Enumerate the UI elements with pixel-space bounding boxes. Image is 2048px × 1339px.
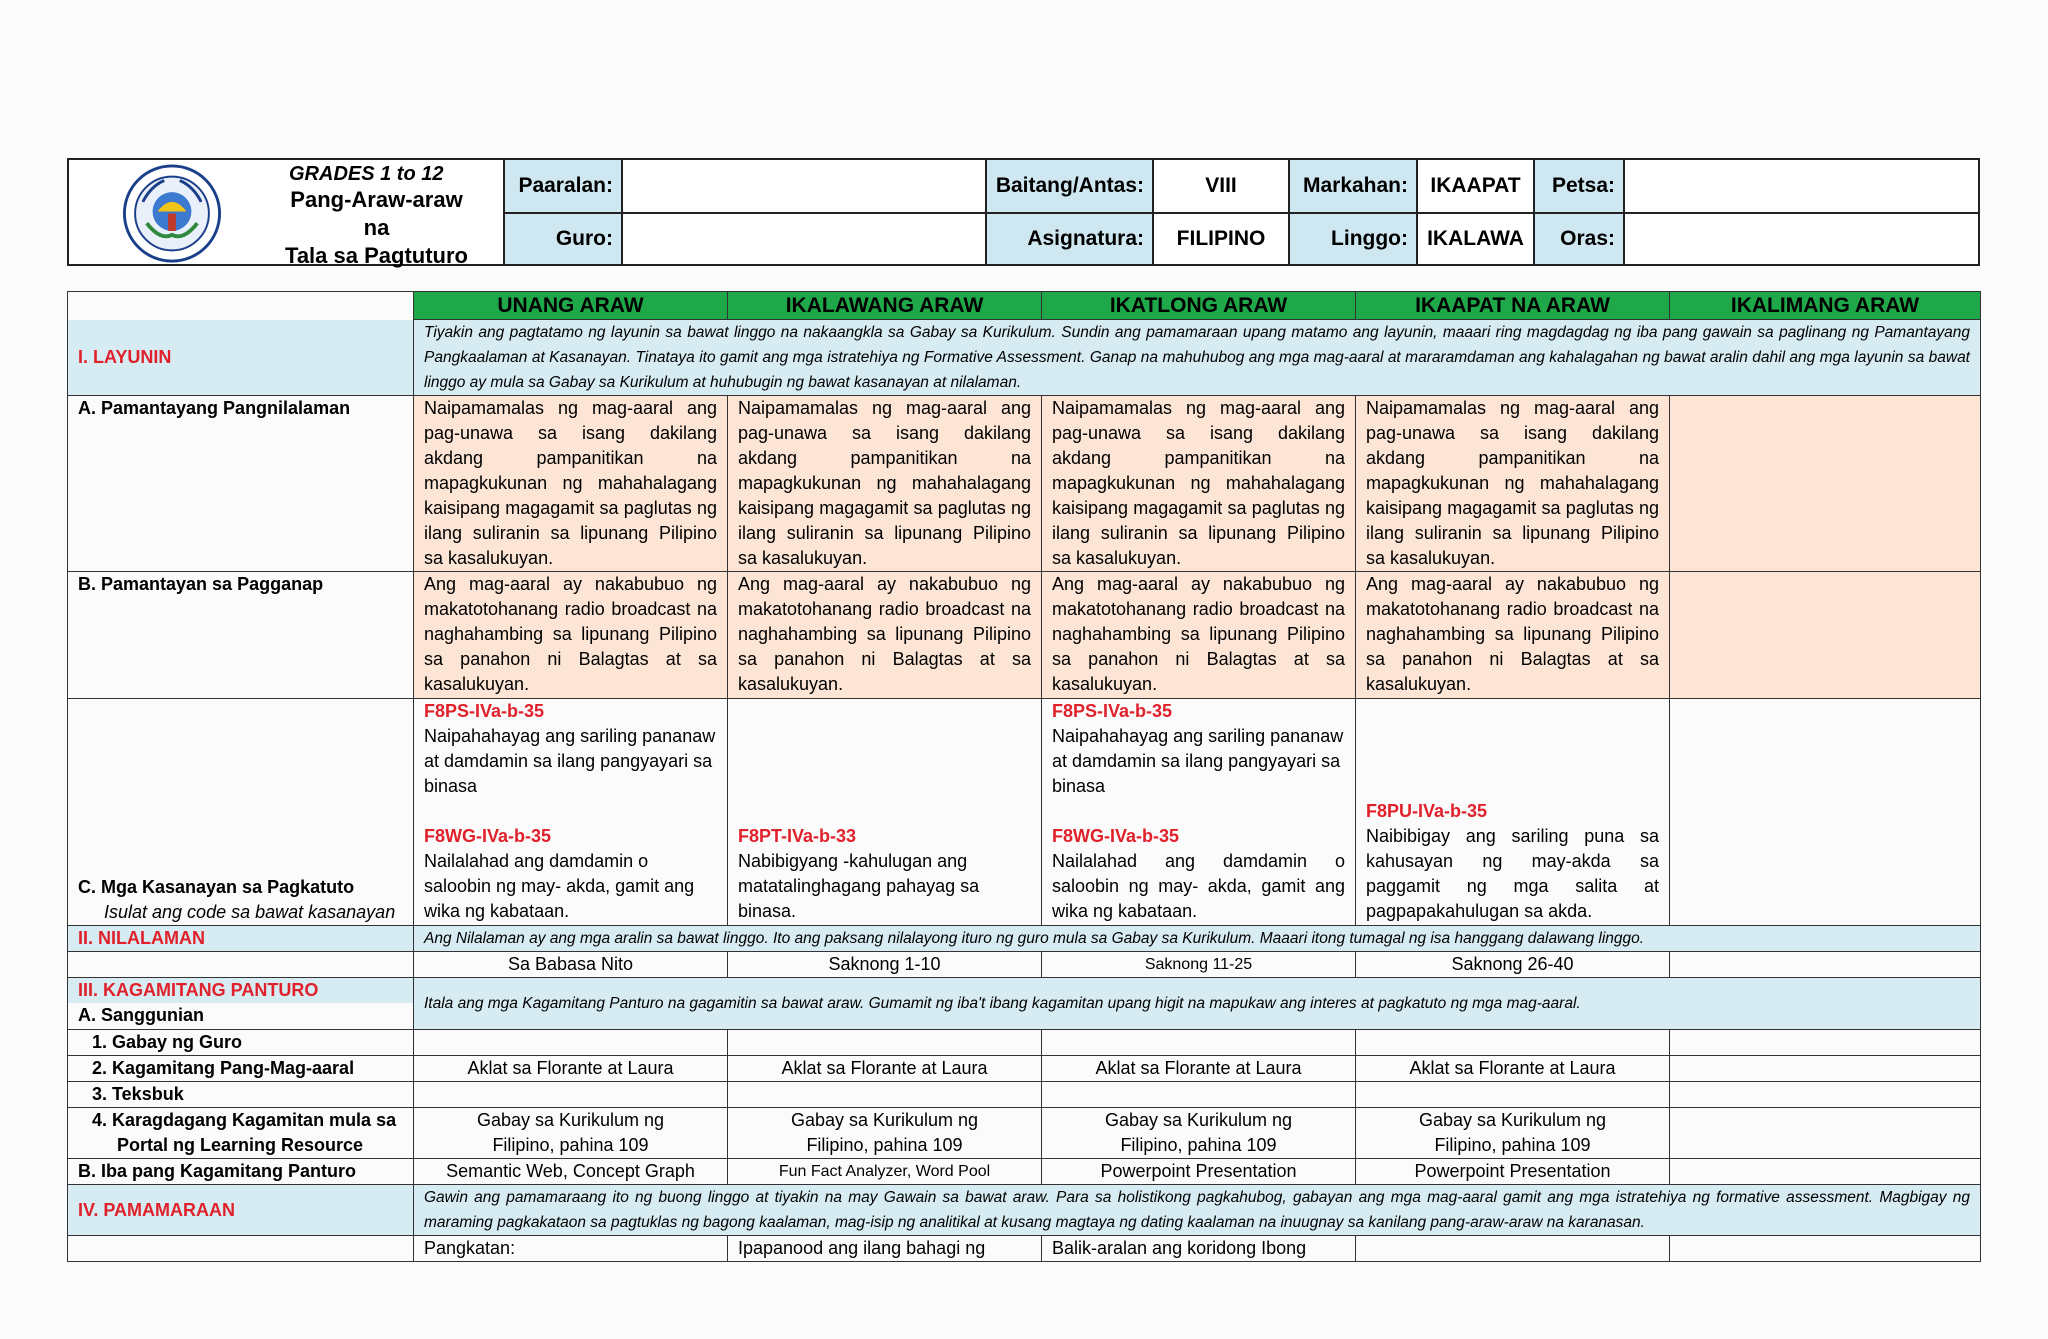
day-header-2: IKALAWANG ARAW bbox=[728, 292, 1042, 320]
lesson-plan-table bbox=[67, 291, 1981, 1262]
competency-code: F8PU-IVa-b-35 bbox=[1366, 801, 1488, 821]
competency-text: Naibibigay ang sariling puna sa kahusayan ng may-akda sa paggamit ng mga salita at pagpapakahulugan sa akda. bbox=[1366, 826, 1659, 921]
paaralan-field[interactable] bbox=[621, 160, 985, 212]
nilalaman-row bbox=[68, 926, 1981, 952]
competency-text: Nailalahad ang damdamin o saloobin ng may- akda, gamit ang wika ng kabataan. bbox=[1052, 851, 1345, 921]
kasanayan-day-1 bbox=[414, 699, 728, 926]
asignatura-label: Asignatura: bbox=[985, 212, 1152, 264]
gabay-row bbox=[68, 1030, 1981, 1056]
pangmag-day-5 bbox=[1670, 1056, 1981, 1082]
baitang-value[interactable]: VIII bbox=[1152, 160, 1288, 212]
title-line-1: Pang-Araw-araw na bbox=[290, 187, 463, 240]
day-header-1: UNANG ARAW bbox=[414, 292, 728, 320]
title-line-2: Tala sa Pagtuturo bbox=[285, 243, 468, 268]
pamamaraan-day-2: Ipapanood ang ilang bahagi ng bbox=[728, 1236, 1042, 1262]
guro-label: Guro: bbox=[503, 212, 621, 264]
kagamitan-row bbox=[68, 978, 1981, 1030]
kagamitan-label: III. KAGAMITANG PANTURO bbox=[68, 978, 413, 1003]
pamamaraan-day-4 bbox=[1356, 1236, 1670, 1262]
pangnilalaman-label: A. Pamantayang Pangnilalaman bbox=[68, 396, 414, 572]
teksbuk-day-1 bbox=[414, 1082, 728, 1108]
day-header-row bbox=[68, 292, 1981, 320]
teksbuk-day-4 bbox=[1356, 1082, 1670, 1108]
karagdagan-label-1: 4. Karagdagang Kagamitan mula sa bbox=[92, 1110, 397, 1130]
kasanayan-day-5 bbox=[1670, 699, 1981, 926]
pamamaraan-blank bbox=[68, 1236, 414, 1262]
iba-day-4: Powerpoint Presentation bbox=[1356, 1159, 1670, 1185]
nilalaman-note: Ang Nilalaman ay ang mga aralin sa bawat linggo. Ito ang paksang nilalayong ituro ng guro mula sa Gabay sa Kurikulum. Maaari itong tumagal ng isa hanggang dalawang linggo. bbox=[414, 926, 1981, 952]
gabay-day-3 bbox=[1042, 1030, 1356, 1056]
pamamaraan-label: IV. PAMAMARAAN bbox=[68, 1185, 414, 1236]
grades-label: GRADES 1 to 12 bbox=[289, 163, 444, 185]
pangnilalaman-row bbox=[68, 396, 1981, 572]
competency-text: Naipahahayag ang sariling pananaw at damdamin sa ilang pangyayari sa binasa bbox=[424, 726, 716, 796]
kasanayan-label-cell bbox=[68, 699, 414, 926]
karagdagan-day-1: Gabay sa Kurikulum ng Filipino, pahina 109 bbox=[414, 1108, 728, 1159]
corner-cell bbox=[68, 292, 414, 320]
pamamaraan-row bbox=[68, 1185, 1981, 1236]
teksbuk-day-3 bbox=[1042, 1082, 1356, 1108]
day-header-3: IKATLONG ARAW bbox=[1042, 292, 1356, 320]
teksbuk-day-2 bbox=[728, 1082, 1042, 1108]
pamamaraan-day-1: Pangkatan: bbox=[414, 1236, 728, 1262]
kagamitan-label-cell bbox=[68, 978, 414, 1030]
pamamaraan-values-row bbox=[68, 1236, 1981, 1262]
iba-row bbox=[68, 1159, 1981, 1185]
nilalaman-day-3: Saknong 11-25 bbox=[1042, 952, 1356, 978]
competency-text: Nabibigyang -kahulugan ang matatalinghagang pahayag sa binasa. bbox=[738, 851, 980, 921]
layunin-note: Tiyakin ang pagtatamo ng layunin sa bawat linggo na nakaangkla sa Gabay sa Kurikulum. Sundin ang pamamaraan upang matamo ang layunin, maaari ring magdagdag ng iba pang gawain sa paglinang ng Pamantayang Pangkaalaman at Kasanayan. Tinataya ito gamit ang mga istratehiya ng Formative Assessment. Ganap na mahuhubog ang mga mag-aaral at mararamdaman ang kahalagahan ng bawat aralin dahil ang mga layunin sa bawat linggo ay mula sa Gabay sa Kurikulum at huhubugin ng bawat kasanayan at nilalaman. bbox=[414, 320, 1981, 396]
competency-code: F8WG-IVa-b-35 bbox=[1052, 826, 1180, 846]
gabay-day-4 bbox=[1356, 1030, 1670, 1056]
karagdagan-day-2: Gabay sa Kurikulum ng Filipino, pahina 109 bbox=[728, 1108, 1042, 1159]
nilalaman-label: II. NILALAMAN bbox=[68, 926, 414, 952]
karagdagan-label-2: Portal ng Learning Resource bbox=[117, 1135, 364, 1155]
pamamaraan-day-5 bbox=[1670, 1236, 1981, 1262]
markahan-value[interactable]: IKAAPAT bbox=[1416, 160, 1533, 212]
pangnilalaman-day-3: Naipamamalas ng mag-aaral ang pag-unawa sa isang dakilang akdang pampanitikan na mapagkukunan ng mahahalagang kaisipang magagamit sa paglutas ng ilang suliranin sa lipunang Pilipino sa kasalukuyan. bbox=[1042, 396, 1356, 572]
teksbuk-day-5 bbox=[1670, 1082, 1981, 1108]
competency-text: Naipahahayag ang sariling pananaw at damdamin sa ilang pangyayari sa binasa bbox=[1052, 726, 1344, 796]
pagganap-label: B. Pamantayan sa Pagganap bbox=[68, 572, 414, 699]
oras-label: Oras: bbox=[1533, 212, 1623, 264]
header-title bbox=[284, 160, 469, 270]
linggo-value[interactable]: IKALAWA bbox=[1416, 212, 1533, 264]
sanggunian-label: A. Sanggunian bbox=[78, 1005, 204, 1025]
iba-day-1: Semantic Web, Concept Graph bbox=[414, 1159, 728, 1185]
iba-day-5 bbox=[1670, 1159, 1981, 1185]
asignatura-value[interactable]: FILIPINO bbox=[1152, 212, 1288, 264]
competency-code: F8PS-IVa-b-35 bbox=[424, 701, 545, 721]
competency-code: F8WG-IVa-b-35 bbox=[424, 826, 552, 846]
gabay-day-1 bbox=[414, 1030, 728, 1056]
karagdagan-day-5 bbox=[1670, 1108, 1981, 1159]
kagamitan-note: Itala ang mga Kagamitang Panturo na gagamitin sa bawat araw. Gumamit ng iba't ibang kagamitan upang higit na mapukaw ang interes at pagkatuto ng mga mag-aaral. bbox=[414, 978, 1981, 1030]
day-header-4: IKAAPAT NA ARAW bbox=[1356, 292, 1670, 320]
pagganap-day-5 bbox=[1670, 572, 1981, 699]
layunin-row bbox=[68, 320, 1981, 396]
day-header-5: IKALIMANG ARAW bbox=[1670, 292, 1981, 320]
pangmag-label: 2. Kagamitang Pang-Mag-aaral bbox=[68, 1056, 414, 1082]
karagdagan-row bbox=[68, 1108, 1981, 1159]
competency-code: F8PS-IVa-b-35 bbox=[1052, 701, 1173, 721]
teksbuk-label: 3. Teksbuk bbox=[68, 1082, 414, 1108]
gabay-day-5 bbox=[1670, 1030, 1981, 1056]
baitang-label: Baitang/Antas: bbox=[985, 160, 1152, 212]
pagganap-day-1: Ang mag-aaral ay nakabubuo ng makatotohanang radio broadcast na naghahambing sa lipunang Pilipino sa panahon ni Balagtas at sa kasalukuyan. bbox=[414, 572, 728, 699]
pangnilalaman-day-2: Naipamamalas ng mag-aaral ang pag-unawa sa isang dakilang akdang pampanitikan na mapagkukunan ng mahahalagang kaisipang magagamit sa paglutas ng ilang suliranin sa lipunang Pilipino sa kasalukuyan. bbox=[728, 396, 1042, 572]
iba-day-3: Powerpoint Presentation bbox=[1042, 1159, 1356, 1185]
pangmag-day-3: Aklat sa Florante at Laura bbox=[1042, 1056, 1356, 1082]
header-box bbox=[67, 158, 1980, 266]
pagganap-day-2: Ang mag-aaral ay nakabubuo ng makatotohanang radio broadcast na naghahambing sa lipunang Pilipino sa panahon ni Balagtas at sa kasalukuyan. bbox=[728, 572, 1042, 699]
pangmag-day-2: Aklat sa Florante at Laura bbox=[728, 1056, 1042, 1082]
petsa-label: Petsa: bbox=[1533, 160, 1623, 212]
pagganap-row bbox=[68, 572, 1981, 699]
markahan-label: Markahan: bbox=[1288, 160, 1416, 212]
pangmag-row bbox=[68, 1056, 1981, 1082]
gabay-day-2 bbox=[728, 1030, 1042, 1056]
pamamaraan-note: Gawin ang pamamaraang ito ng buong linggo at tiyakin na may Gawain sa bawat araw. Para sa holistikong pagkahubog, gabayan ang mga mag-aaral gamit ang mga istratehiya ng formative assessment. Magbigay ng maraming pagkakataon sa pagtuklas ng bagong kaalaman, mag-isip ng analitikal at kusang magtaya ng dating kaalaman na inuugnay sa kanilang pang-araw-araw na karanasan. bbox=[414, 1185, 1981, 1236]
nilalaman-day-5 bbox=[1670, 952, 1981, 978]
pamamaraan-day-3: Balik-aralan ang koridong Ibong bbox=[1042, 1236, 1356, 1262]
nilalaman-blank bbox=[68, 952, 414, 978]
nilalaman-day-1: Sa Babasa Nito bbox=[414, 952, 728, 978]
competency-text: Nailalahad ang damdamin o saloobin ng may- akda, gamit ang wika ng kabataan. bbox=[424, 851, 695, 921]
competency-code: F8PT-IVa-b-33 bbox=[738, 826, 857, 846]
nilalaman-day-4: Saknong 26-40 bbox=[1356, 952, 1670, 978]
karagdagan-label-cell bbox=[68, 1108, 414, 1159]
pangmag-day-4: Aklat sa Florante at Laura bbox=[1356, 1056, 1670, 1082]
nilalaman-day-2: Saknong 1-10 bbox=[728, 952, 1042, 978]
kasanayan-sublabel: Isulat ang code sa bawat kasanayan bbox=[104, 902, 396, 922]
teksbuk-row bbox=[68, 1082, 1981, 1108]
nilalaman-values-row bbox=[68, 952, 1981, 978]
kasanayan-day-3 bbox=[1042, 699, 1356, 926]
pangmag-day-1: Aklat sa Florante at Laura bbox=[414, 1056, 728, 1082]
layunin-label: I. LAYUNIN bbox=[68, 320, 414, 396]
kasanayan-label: C. Mga Kasanayan sa Pagkatuto bbox=[78, 877, 355, 897]
paaralan-label: Paaralan: bbox=[503, 160, 621, 212]
deped-seal-icon bbox=[113, 163, 231, 264]
header-fields bbox=[503, 160, 1978, 264]
gabay-label: 1. Gabay ng Guro bbox=[68, 1030, 414, 1056]
linggo-label: Linggo: bbox=[1288, 212, 1416, 264]
iba-label: B. Iba pang Kagamitang Panturo bbox=[68, 1159, 414, 1185]
petsa-field[interactable] bbox=[1623, 160, 1978, 212]
pagganap-day-4: Ang mag-aaral ay nakabubuo ng makatotohanang radio broadcast na naghahambing sa lipunang Pilipino sa panahon ni Balagtas at sa kasalukuyan. bbox=[1356, 572, 1670, 699]
iba-day-2: Fun Fact Analyzer, Word Pool bbox=[728, 1159, 1042, 1185]
pangnilalaman-day-5 bbox=[1670, 396, 1981, 572]
kasanayan-day-2 bbox=[728, 699, 1042, 926]
kasanayan-day-4 bbox=[1356, 699, 1670, 926]
pagganap-day-3: Ang mag-aaral ay nakabubuo ng makatotohanang radio broadcast na naghahambing sa lipunang Pilipino sa panahon ni Balagtas at sa kasalukuyan. bbox=[1042, 572, 1356, 699]
karagdagan-day-3: Gabay sa Kurikulum ng Filipino, pahina 109 bbox=[1042, 1108, 1356, 1159]
pangnilalaman-day-1: Naipamamalas ng mag-aaral ang pag-unawa sa isang dakilang akdang pampanitikan na mapagkukunan ng mahahalagang kaisipang magagamit sa paglutas ng ilang suliranin sa lipunang Pilipino sa kasalukuyan. bbox=[414, 396, 728, 572]
kasanayan-row bbox=[68, 699, 1981, 926]
karagdagan-day-4: Gabay sa Kurikulum ng Filipino, pahina 109 bbox=[1356, 1108, 1670, 1159]
guro-field[interactable] bbox=[621, 212, 985, 264]
oras-field[interactable] bbox=[1623, 212, 1978, 264]
pangnilalaman-day-4: Naipamamalas ng mag-aaral ang pag-unawa sa isang dakilang akdang pampanitikan na mapagkukunan ng mahahalagang kaisipang magagamit sa paglutas ng ilang suliranin sa lipunang Pilipino sa kasalukuyan. bbox=[1356, 396, 1670, 572]
